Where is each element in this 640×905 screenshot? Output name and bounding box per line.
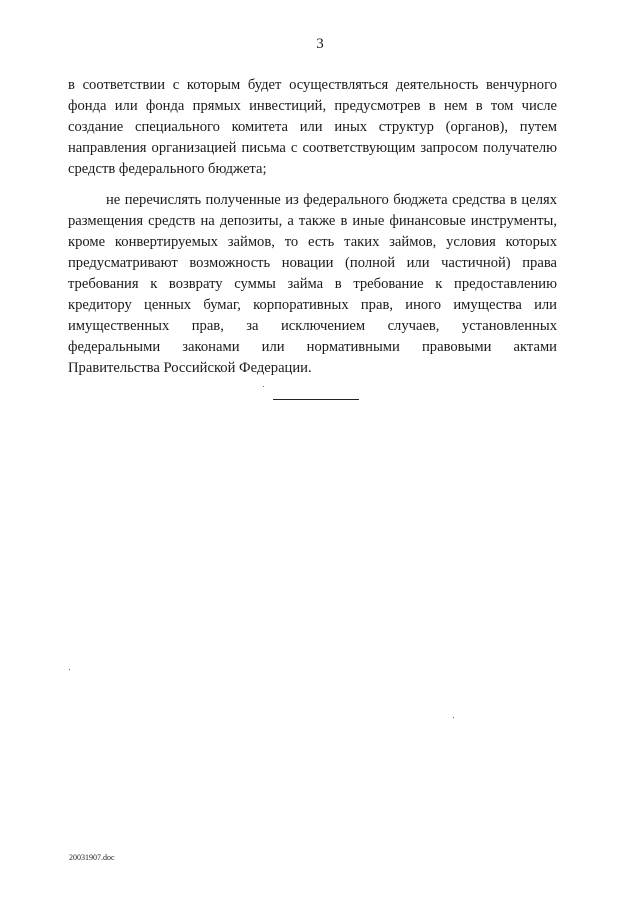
scan-speck	[69, 669, 70, 670]
page-number: 3	[316, 36, 324, 52]
scan-speck	[263, 386, 264, 387]
paragraph-1: в соответствии с которым будет осуществляться деятельность венчурного фонда или фонда прямых инвестиций, предусмотрев в нем в том числе создание специального комитета или иных структур (органов), путем направления организацией письма с соответствующим запросом получателю средств федерального бюджета;	[68, 77, 557, 177]
end-of-text-rule	[273, 399, 359, 400]
paragraph-2: не перечислять полученные из федерального бюджета средства в целях размещения средств на депозиты, а также в иные финансовые инструменты, кроме конвертируемых займов, то есть таких займов, условия которых предусматривают возможность новации (полной или частичной) права требования к возврату суммы займа в требование к предоставлению кредитору ценных бумаг, корпоративных прав, иного имущества или имущественных прав, за исключением случаев, установленных федеральными законами или нормативными правовыми актами Правительства Российской Федерации.	[68, 192, 557, 376]
document-body	[68, 75, 557, 379]
footer-filename: 20031907.doc	[69, 853, 115, 862]
scan-speck	[453, 717, 454, 718]
